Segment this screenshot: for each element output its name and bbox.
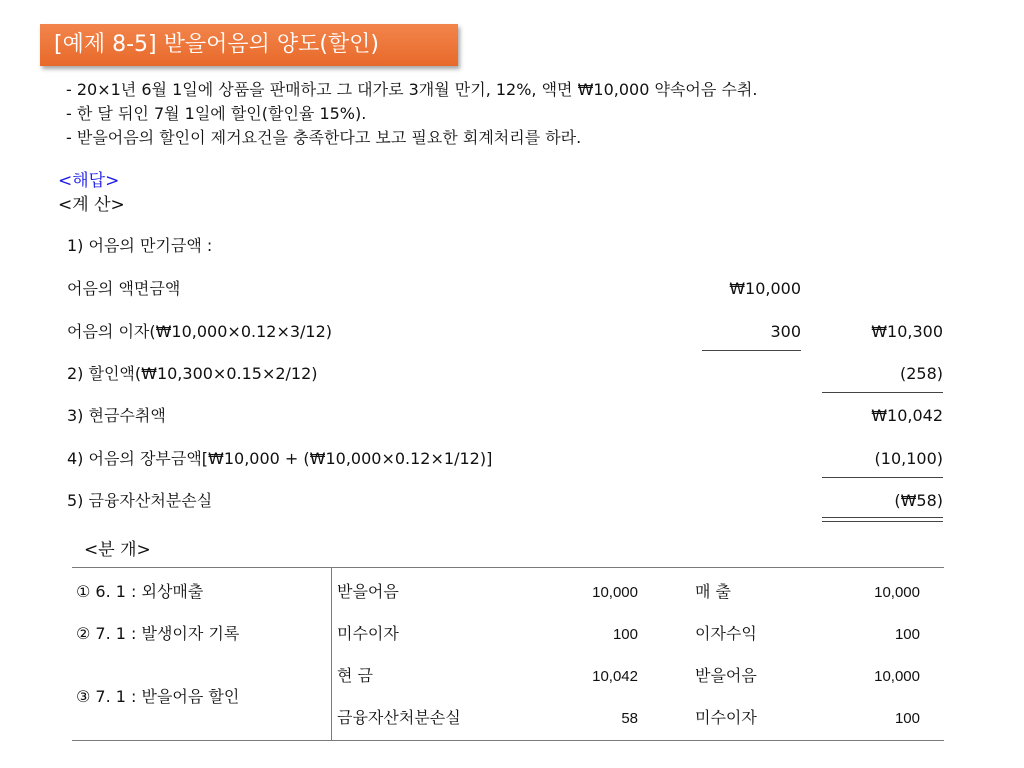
credit-account: 미수이자 (695, 708, 757, 727)
debit-amount: 100 (612, 626, 638, 643)
calc-value-col2: ₩10,300 (871, 322, 943, 341)
calc-label: 3) 현금수취액 (67, 406, 166, 425)
calc-label: 어음의 액면금액 (67, 279, 181, 298)
journal-table (72, 567, 944, 741)
calc-row-carrying-amount (67, 447, 947, 471)
credit-account: 이자수익 (695, 624, 757, 643)
calc-row-cash-received (67, 404, 947, 428)
subtotal-rule (822, 392, 943, 393)
calc-value-col2: ₩10,042 (871, 406, 943, 425)
calc-row-disposal-loss (67, 489, 947, 513)
calc-value-col1: 300 (770, 322, 801, 341)
calc-row-face-value (67, 277, 947, 301)
debit-account: 받을어음 (337, 582, 399, 601)
problem-line-1: - 20×1년 6월 1일에 상품을 판매하고 그 대가로 3개월 만기, 12%, 액면 ₩10,000 약속어음 수취. (66, 80, 758, 99)
calc-value-col1: ₩10,000 (729, 279, 801, 298)
debit-account: 현 금 (337, 666, 373, 685)
slide-title: [예제 8-5] 받을어음의 양도(할인) (40, 24, 458, 66)
credit-amount: 10,000 (874, 668, 920, 685)
total-double-rule (822, 517, 943, 522)
credit-amount: 100 (894, 710, 920, 727)
calc-value-col2: (258) (899, 364, 943, 383)
journal-desc: ① 6. 1 : 외상매출 (76, 582, 204, 601)
calc-row-interest (67, 320, 947, 344)
calculation-heading: <계 산> (58, 195, 125, 215)
debit-amount: 58 (621, 710, 638, 727)
credit-account: 받을어음 (695, 666, 757, 685)
calc-label: 5) 금융자산처분손실 (67, 491, 213, 510)
column-divider (331, 568, 332, 740)
calc-label: 2) 할인액(₩10,300×0.15×2/12) (67, 364, 318, 383)
journal-desc: ③ 7. 1 : 받을어음 할인 (76, 687, 240, 706)
calc-label: 1) 어음의 만기금액 : (67, 236, 213, 255)
calc-label: 어음의 이자(₩10,000×0.12×3/12) (67, 322, 333, 341)
debit-account: 금융자산처분손실 (337, 708, 461, 727)
credit-amount: 100 (894, 626, 920, 643)
debit-amount: 10,000 (592, 584, 638, 601)
credit-account: 매 출 (695, 582, 731, 601)
credit-amount: 10,000 (874, 584, 920, 601)
journal-heading: <분 개> (84, 540, 151, 560)
problem-line-3: - 받을어음의 할인이 제거요건을 충족한다고 보고 필요한 회계처리를 하라. (66, 128, 582, 147)
subtotal-rule (702, 350, 801, 351)
journal-desc: ② 7. 1 : 발생이자 기록 (76, 624, 240, 643)
calc-value-col2: (10,100) (874, 449, 943, 468)
calc-label: 4) 어음의 장부금액[₩10,000 + (₩10,000×0.12×1/12)] (67, 449, 493, 468)
calc-value-col2: (₩58) (894, 491, 943, 510)
debit-account: 미수이자 (337, 624, 399, 643)
calc-row-maturity (67, 234, 947, 258)
problem-line-2: - 한 달 뒤인 7월 1일에 할인(할인율 15%). (66, 104, 367, 123)
calc-row-discount (67, 362, 947, 386)
debit-amount: 10,042 (592, 668, 638, 685)
subtotal-rule (822, 477, 943, 478)
problem-statement (66, 78, 757, 150)
answer-heading: <해답> (58, 171, 120, 191)
